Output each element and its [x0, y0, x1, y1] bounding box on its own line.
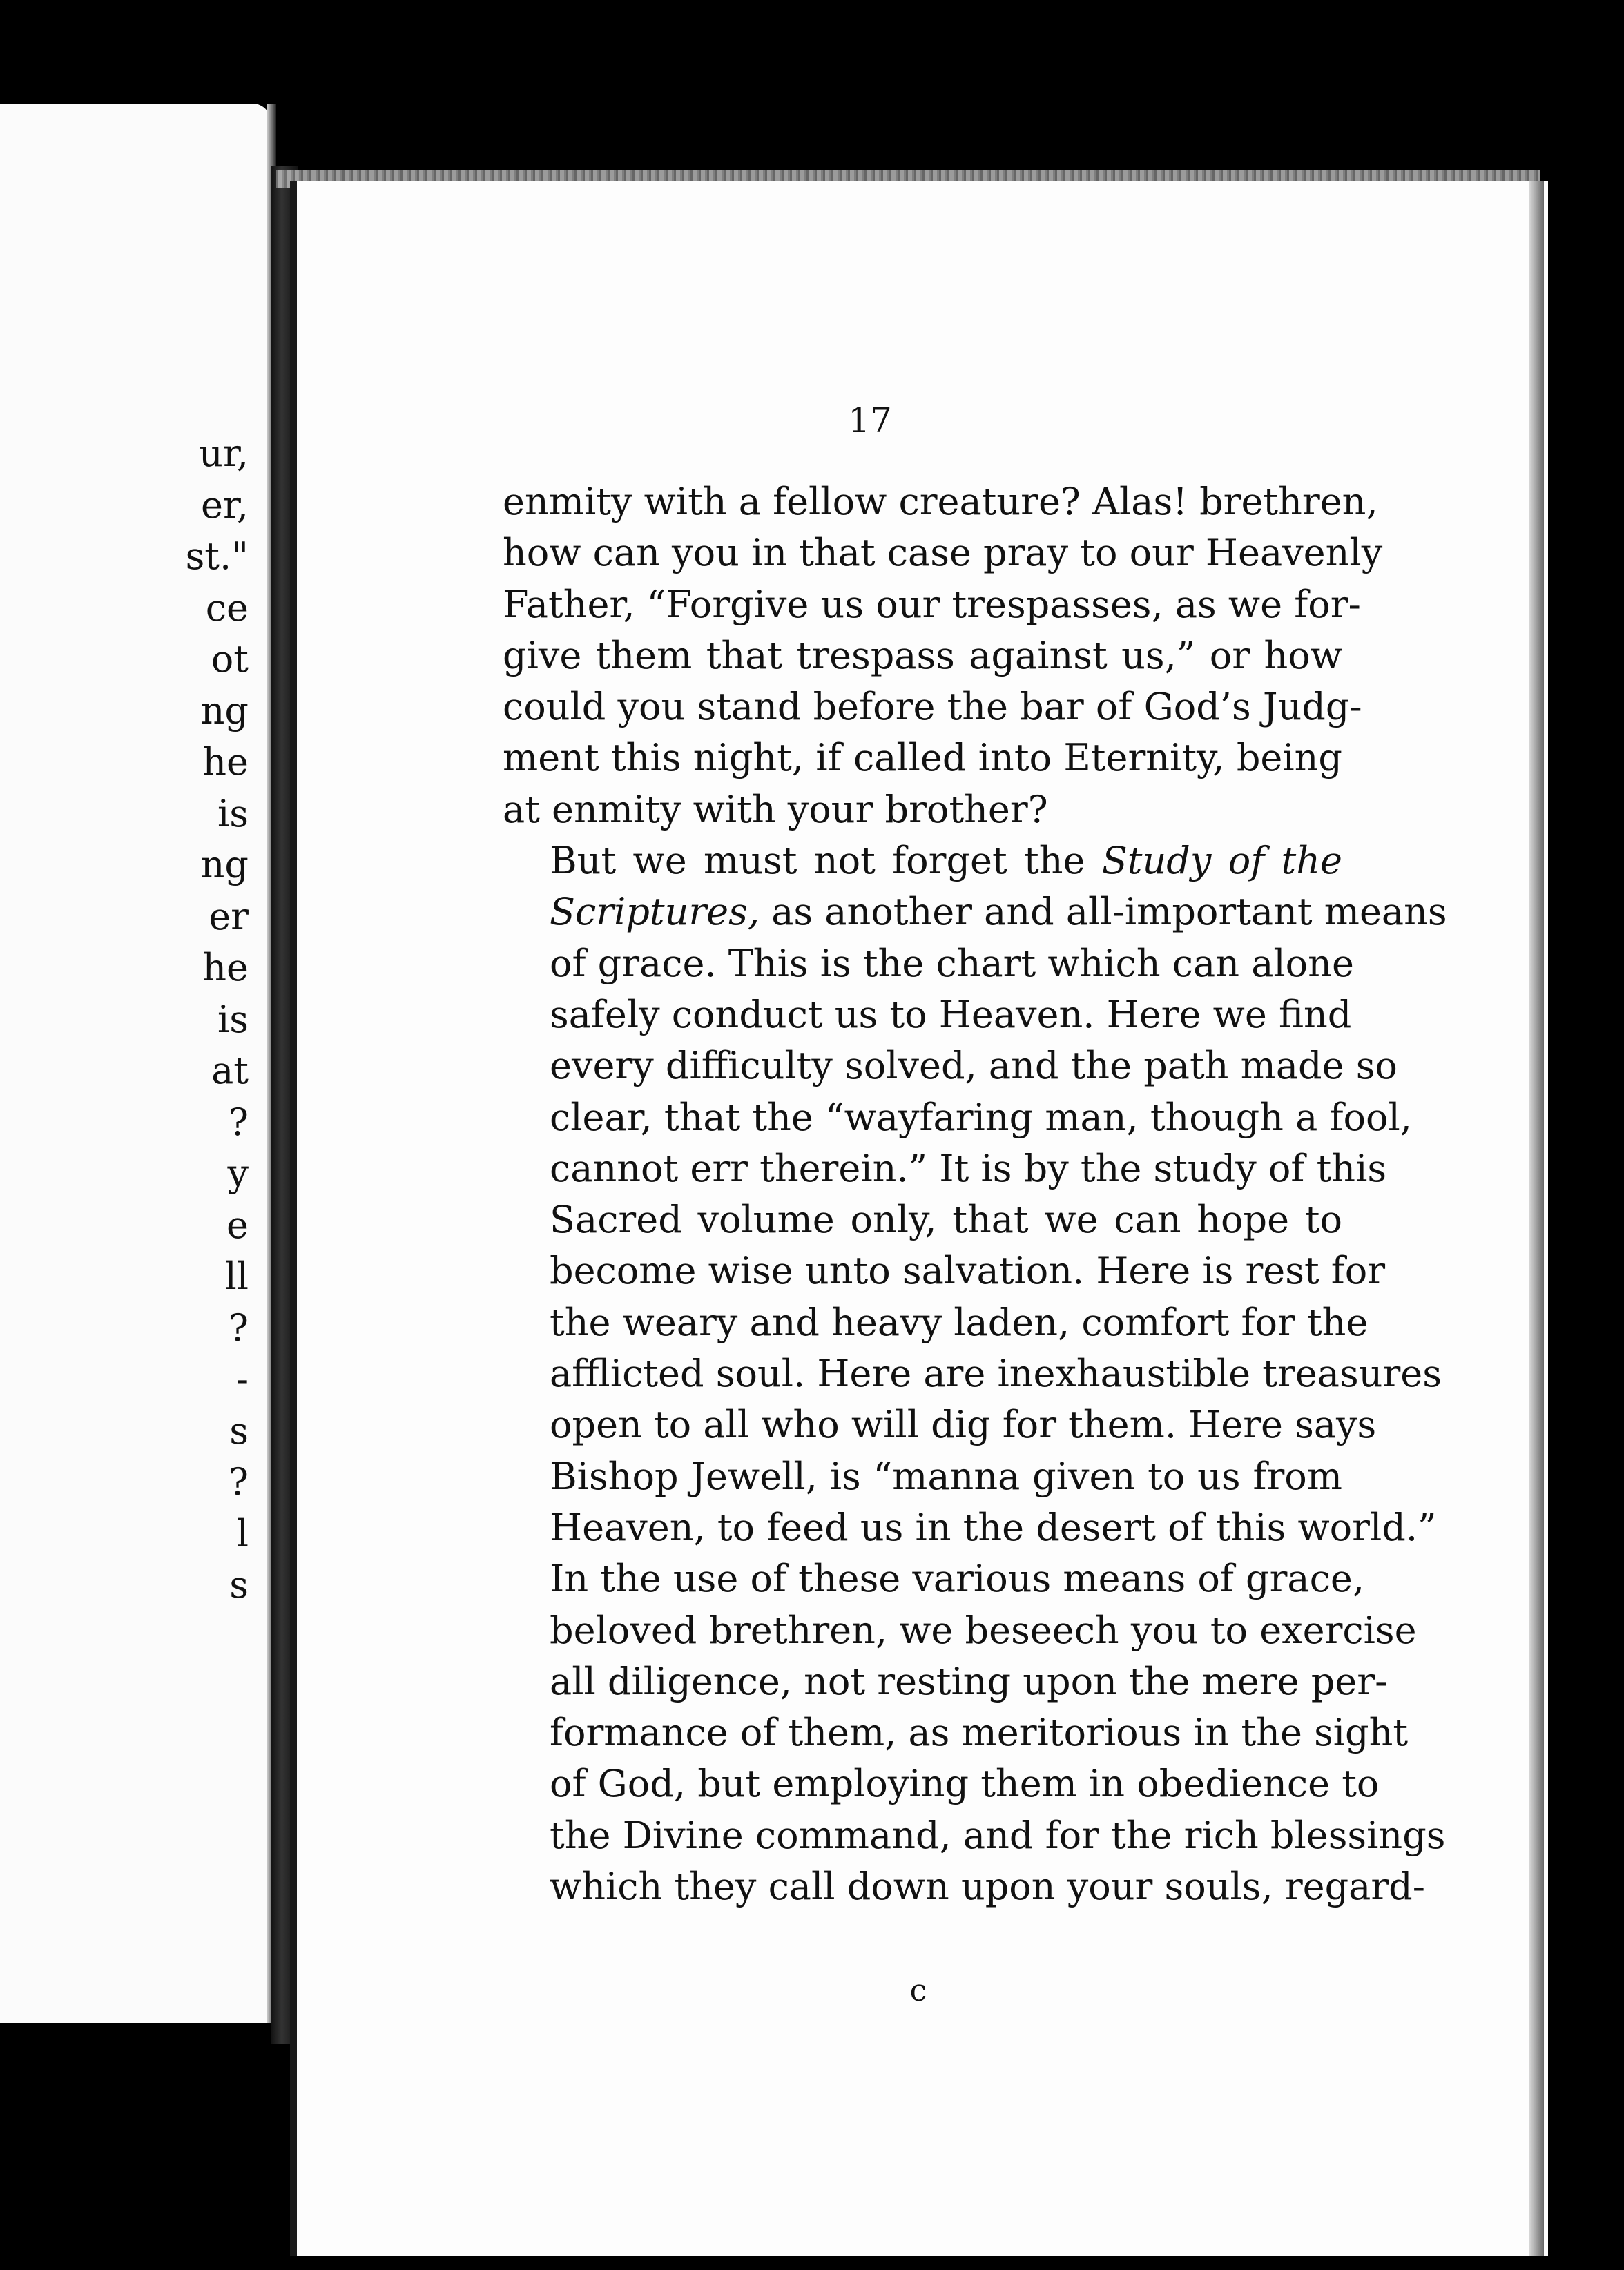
paragraph-3 — [503, 1553, 1446, 1912]
text-line: beloved brethren, we beseech you to exercise — [550, 1608, 1417, 1652]
left-page-fragment: ur, — [199, 431, 249, 475]
left-page-fragment — [0, 1662, 249, 1714]
page-number: 17 — [848, 400, 892, 440]
left-page-fragment: he — [202, 946, 249, 989]
left-page-fragment: is — [218, 791, 249, 835]
left-page-fragment: st." — [185, 534, 249, 578]
left-page-fragment: e — [226, 1203, 249, 1247]
text-line: the weary and heavy laden, comfort for the — [550, 1300, 1369, 1344]
left-page-fragment: ot — [211, 637, 249, 681]
left-page-fragment: is — [218, 997, 249, 1041]
page-body-text — [503, 476, 1447, 1912]
left-page-fragment — [0, 1765, 249, 1817]
text-line: clear, that the “wayfaring man, though a fool, — [550, 1095, 1412, 1139]
left-page-fragment: s — [229, 1563, 249, 1607]
text-line: which they call down upon your souls, regard- — [550, 1865, 1425, 1909]
left-page-fragment: ng — [200, 843, 249, 886]
text-line: could you stand before the bar of God’s Judg- — [503, 685, 1362, 729]
left-page-fragment: at — [211, 1049, 249, 1092]
text-line: Sacred volume only, that we can hope to — [550, 1198, 1342, 1242]
text-line: every difficulty solved, and the path made so — [550, 1044, 1398, 1088]
left-page-fragment: he — [202, 740, 249, 784]
text-line: of God, but employing them in obedience to — [550, 1762, 1380, 1806]
italic-title-run: Study of the — [1101, 839, 1342, 883]
text-line: afflicted soul. Here are inexhaustible treasures — [550, 1352, 1442, 1396]
text-line: In the use of these various means of grace, — [550, 1557, 1364, 1601]
text-line: all diligence, not resting upon the mere per- — [550, 1659, 1388, 1703]
paragraph-2 — [503, 835, 1447, 1553]
left-page-text-fragments — [0, 428, 249, 1817]
left-page-fragment: ll — [224, 1254, 249, 1298]
text-line: ment this night, if called into Eternity, being — [503, 736, 1342, 780]
left-page-fragment: ng — [200, 688, 249, 733]
text-line — [503, 886, 1447, 938]
left-page-fragment: - — [235, 1357, 249, 1401]
text-line: safely conduct us to Heaven. Here we find — [550, 992, 1352, 1036]
text-line: Bishop Jewell, is “manna given to us from — [550, 1454, 1342, 1498]
text-line: how can you in that case pray to our Heavenly — [503, 531, 1383, 575]
text-line: open to all who will dig for them. Here says — [550, 1403, 1377, 1447]
left-page-fragment: er — [209, 894, 249, 938]
left-page-fragment: y — [227, 1152, 249, 1195]
text-line: cannot err therein.” It is by the study of this — [550, 1146, 1387, 1190]
text-line: at enmity with your brother? — [503, 787, 1048, 831]
text-line: enmity with a fellow creature? Alas! brethren, — [503, 480, 1378, 523]
right-page-edge-shadow — [1529, 181, 1544, 2256]
paragraph-1 — [503, 476, 1383, 835]
left-page-fragment: ? — [229, 1460, 249, 1504]
text-line: give them that trespass against us,” or how — [503, 633, 1342, 677]
left-page-fragment: ? — [229, 1306, 249, 1350]
left-page-fragment: ce — [205, 585, 249, 630]
left-page-fragment: er, — [200, 483, 249, 527]
text-line: become wise unto salvation. Here is rest for — [550, 1249, 1386, 1293]
text-line: of grace. This is the chart which can alone — [550, 941, 1354, 985]
signature-mark: c — [909, 1973, 927, 2008]
text-line: the Divine command, and for the rich blessings — [550, 1813, 1446, 1857]
left-page-fragment: s — [229, 1408, 249, 1453]
italic-title-run: Scriptures, — [550, 890, 760, 934]
left-page-fragment: l — [236, 1511, 249, 1555]
left-page-fragment — [0, 1714, 249, 1766]
left-page-fragment: ? — [229, 1100, 249, 1144]
text-line: Heaven, to feed us in the desert of this world.” — [550, 1505, 1437, 1549]
text-line: Father, “Forgive us our trespasses, as we for- — [503, 582, 1361, 626]
text-run: as another and all-important means — [771, 890, 1447, 934]
left-page-fragment — [0, 1611, 249, 1663]
text-line — [503, 835, 1342, 886]
text-run: But we must not forget the — [550, 839, 1085, 883]
text-line: formance of them, as meritorious in the sight — [550, 1711, 1409, 1755]
